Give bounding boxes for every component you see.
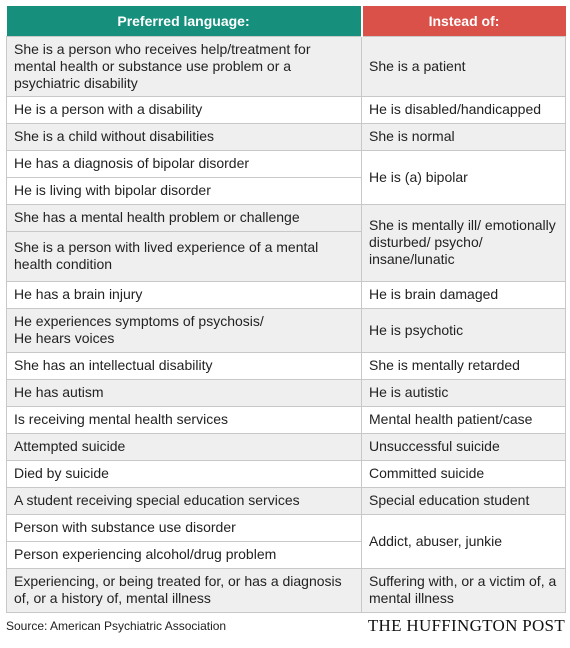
preferred-term: Died by suicide <box>7 461 362 488</box>
table-row <box>7 488 566 515</box>
avoid-term: He is autistic <box>362 380 566 407</box>
avoid-term: He is (a) bipolar <box>362 151 566 205</box>
language-table <box>6 6 566 613</box>
preferred-term: He is living with bipolar disorder <box>7 178 362 205</box>
language-table-container <box>6 6 565 613</box>
avoid-term: She is normal <box>362 124 566 151</box>
instead-of-header: Instead of: <box>362 6 566 37</box>
preferred-term: He has a diagnosis of bipolar disorder <box>7 151 362 178</box>
preferred-term: A student receiving special education services <box>7 488 362 515</box>
preferred-term: Is receiving mental health services <box>7 407 362 434</box>
table-row <box>7 407 566 434</box>
preferred-term-line: He experiences symptoms of psychosis/ <box>14 313 264 329</box>
table-row <box>7 37 566 97</box>
table-row <box>7 461 566 488</box>
avoid-term: Mental health patient/case <box>362 407 566 434</box>
avoid-term: Special education student <box>362 488 566 515</box>
preferred-language-header: Preferred language: <box>7 6 362 37</box>
avoid-term: Unsuccessful suicide <box>362 434 566 461</box>
avoid-term: He is psychotic <box>362 309 566 353</box>
preferred-term: Person experiencing alcohol/drug problem <box>7 542 362 569</box>
avoid-term: Addict, abuser, junkie <box>362 515 566 569</box>
preferred-term: She is a child without disabilities <box>7 124 362 151</box>
table-row <box>7 353 566 380</box>
preferred-term: She has a mental health problem or challenge <box>7 205 362 232</box>
table-row <box>7 569 566 613</box>
preferred-term: Experiencing, or being treated for, or has a diagnosis of, or a history of, mental illness <box>7 569 362 613</box>
table-row <box>7 309 566 353</box>
source-credit: Source: American Psychiatric Association <box>6 619 227 633</box>
avoid-term: She is mentally retarded <box>362 353 566 380</box>
preferred-term: He has a brain injury <box>7 282 362 309</box>
preferred-term-line: He hears voices <box>14 330 115 346</box>
avoid-term: She is a patient <box>362 37 566 97</box>
table-header <box>7 6 566 37</box>
preferred-term <box>7 309 362 353</box>
preferred-term: She is a person with lived experience of a mental health condition <box>7 232 362 282</box>
table-row <box>7 97 566 124</box>
table-row <box>7 515 566 542</box>
preferred-term: Attempted suicide <box>7 434 362 461</box>
table-row <box>7 124 566 151</box>
preferred-term: She is a person who receives help/treatment for mental health or substance use problem or a psychiatric disability <box>7 37 362 97</box>
table-row <box>7 380 566 407</box>
preferred-term: He is a person with a disability <box>7 97 362 124</box>
preferred-term: He has autism <box>7 380 362 407</box>
preferred-term: She has an intellectual disability <box>7 353 362 380</box>
avoid-term: Committed suicide <box>362 461 566 488</box>
footer <box>6 616 565 640</box>
avoid-term: He is disabled/handicapped <box>362 97 566 124</box>
avoid-term: She is mentally ill/ emotionally disturbed/ psycho/ insane/lunatic <box>362 205 566 282</box>
preferred-term: Person with substance use disorder <box>7 515 362 542</box>
avoid-term: He is brain damaged <box>362 282 566 309</box>
table-row <box>7 205 566 232</box>
table-row <box>7 282 566 309</box>
avoid-term: Suffering with, or a victim of, a mental illness <box>362 569 566 613</box>
table-row <box>7 151 566 178</box>
huffington-post-logo: THE HUFFINGTON POST <box>367 616 565 635</box>
table-row <box>7 434 566 461</box>
